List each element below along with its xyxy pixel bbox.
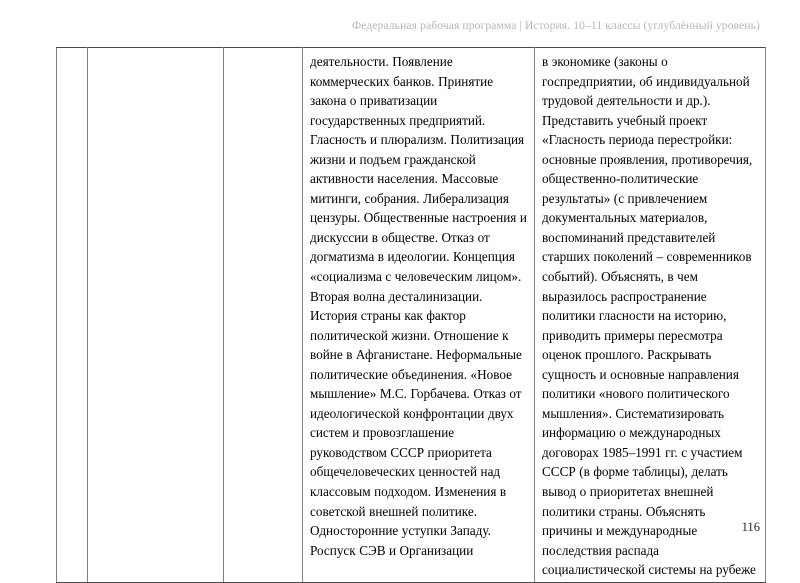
page-number: 116 <box>741 520 760 534</box>
cell-content-text: деятельности. Появление коммерческих банков. Принятие закона о приватизации государственных предприятий. Гласность и плюрализм. Политизация жизни и подъем гражданской активности населения. Массовые митинги, собрания. Либерализация цензуры. Общественные настроения и дискуссии в обществе. Отказ от догматизма в идеологии. Концепция «социализма с человеческим лицом». Вторая волна десталинизации. История страны как фактор политической жизни. Отношение к войне в Афганистане. Неформальные политические объединения. «Новое мышление» М.С. Горбачева. Отказ от идеологической конфронтации двух систем и провозглашение руководством СССР приоритета общечеловеческих ценностей над классовым подходом. Изменения в советской внешней политике. Односторонние уступки Западу. Роспуск СЭВ и Организации <box>310 54 527 558</box>
cell-number-text <box>57 48 87 54</box>
cell-content <box>303 48 535 583</box>
table-row <box>57 48 766 583</box>
running-header: Федеральная рабочая программа | История. 10–11 классы (углублённый уровень) <box>351 19 760 32</box>
cell-activity-text: в экономике (законы о госпредприятии, об индивидуальной трудовой деятельности и др.). Представить учебный проект «Гласность периода перестройки: основные проявления, противоречия, общественно-политические результаты» (с привлечением документальных материалов, воспоминаний представителей старших поколений – современников событий). Объяснять, в чем выразилось распространение политики гласности на историю, приводить примеры пересмотра оценок прошлого. Раскрывать сущность и основные направления политики «нового политического мышления». Систематизировать информацию о международных договорах 1985–1991 гг. с участием СССР (в форме таблицы), делать вывод о приоритетах внешней политики страны. Объяснять причины и международные последствия распада социалистической системы на рубеже <box>542 54 756 578</box>
cell-theme <box>88 48 224 583</box>
cell-theme-text <box>88 48 223 54</box>
cell-hours-text <box>224 48 302 54</box>
cell-number <box>57 48 88 583</box>
cell-activity <box>535 48 766 583</box>
program-content-table <box>56 47 766 583</box>
cell-hours <box>224 48 303 583</box>
